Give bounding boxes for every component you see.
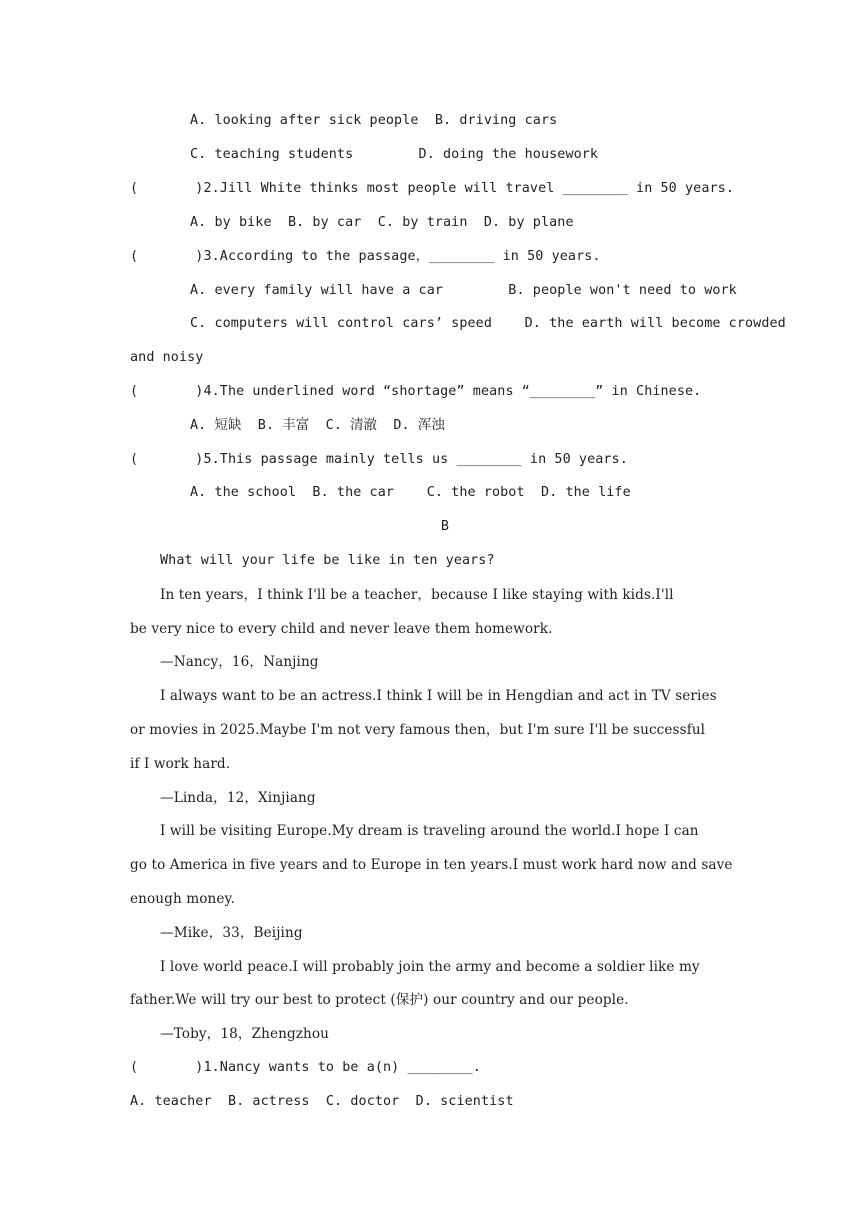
q4-options: A. 短缺 B. 丰富 C. 清澈 D. 浑浊 bbox=[190, 418, 445, 433]
q3-stem: ( )3.According to the passage，________ in 50 years. bbox=[130, 249, 601, 264]
nancy-line1: In ten years，I think I'll be a teacher，because I like staying with kids.I'll bbox=[160, 587, 674, 603]
linda-line1: I always want to be an actress.I think I will be in Hengdian and act in TV series bbox=[160, 688, 717, 704]
mike-line3: enough money. bbox=[130, 891, 235, 907]
toby-line2: father.We will try our best to protect (保护) our country and our people. bbox=[130, 992, 629, 1008]
q2-options: A. by bike B. by car C. by train D. by plane bbox=[190, 215, 574, 230]
mike-signature: —Mike，33，Beijing bbox=[160, 925, 303, 941]
mike-line2: go to America in five years and to Europe in ten years.I must work hard now and save bbox=[130, 857, 733, 873]
q1-options-row1: A. looking after sick people B. driving cars bbox=[190, 113, 558, 128]
q1-options-row2: C. teaching students D. doing the housework bbox=[190, 147, 599, 162]
q3-options-row1: A. every family will have a car B. people won't need to work bbox=[190, 283, 737, 298]
q3-options-row2-continued: and noisy bbox=[130, 350, 204, 365]
nancy-signature: —Nancy，16，Nanjing bbox=[160, 654, 319, 670]
q5-options: A. the school B. the car C. the robot D. the life bbox=[190, 485, 631, 500]
q2-stem: ( )2.Jill White thinks most people will travel ________ in 50 years. bbox=[130, 181, 734, 196]
b-q1-options: A. teacher B. actress C. doctor D. scientist bbox=[130, 1094, 514, 1109]
mike-line1: I will be visiting Europe.My dream is traveling around the world.I hope I can bbox=[160, 823, 699, 839]
section-b-heading: B bbox=[440, 519, 450, 534]
q3-options-row2: C. computers will control cars’ speed D. the earth will become crowded bbox=[190, 316, 786, 331]
toby-line1: I love world peace.I will probably join the army and become a soldier like my bbox=[160, 959, 700, 975]
toby-signature: —Toby，18，Zhengzhou bbox=[160, 1026, 330, 1042]
b-q1-stem: ( )1.Nancy wants to be a(n) ________. bbox=[130, 1060, 481, 1075]
linda-signature: —Linda，12，Xinjiang bbox=[160, 790, 316, 806]
linda-line2: or movies in 2025.Maybe I'm not very famous then，but I'm sure I'll be successful bbox=[130, 722, 706, 738]
linda-line3: if I work hard. bbox=[130, 756, 231, 772]
nancy-line2: be very nice to every child and never leave them homework. bbox=[130, 621, 553, 637]
section-b-question: What will your life be like in ten years? bbox=[160, 553, 495, 568]
q5-stem: ( )5.This passage mainly tells us ________ in 50 years. bbox=[130, 452, 628, 467]
q4-stem: ( )4.The underlined word “shortage” means “________” in Chinese. bbox=[130, 384, 702, 399]
